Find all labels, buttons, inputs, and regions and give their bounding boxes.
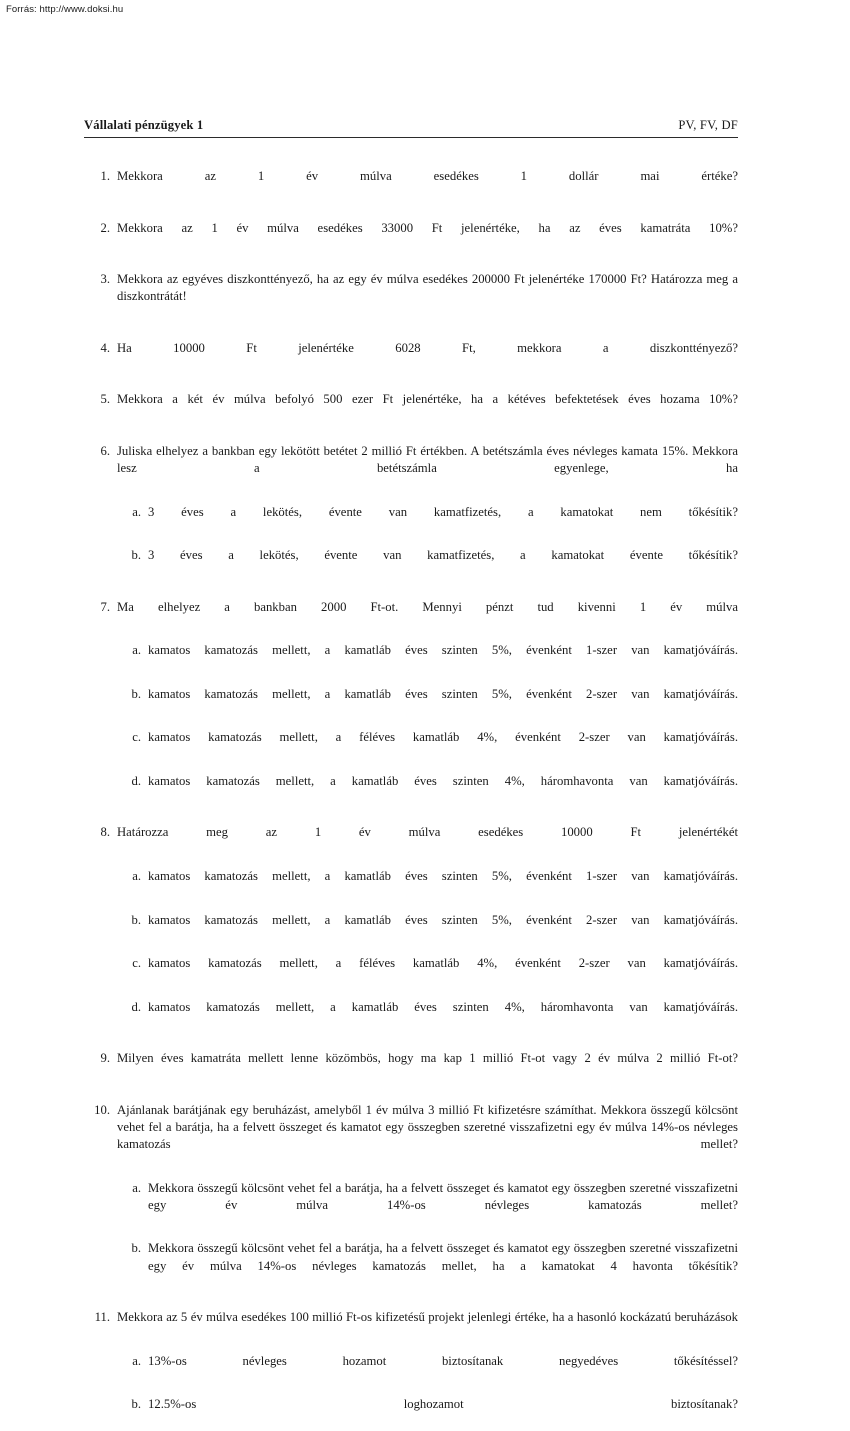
exercise-subitem xyxy=(117,868,738,903)
exercise-subitem xyxy=(117,642,738,677)
exercise-text: Mekkora az 1 év múlva esedékes 1 dollár mai értéke? xyxy=(117,169,738,183)
exercise-text: Juliska elhelyez a bankban egy lekötött betétet 2 millió Ft értékben. A betétszámla éves névleges kamata 15%. Mekkora lesz a betétszámla egyenlege, ha xyxy=(117,443,738,476)
page-title: Vállalati pénzügyek 1 xyxy=(84,118,204,132)
exercise-number: 8. xyxy=(100,825,110,840)
exercise-text: Mekkora az 5 év múlva esedékes 100 millió Ft-os kifizetésű projekt jelenlegi értéke, ha a hasonló kockázatú beruházások xyxy=(117,1310,738,1325)
exercise-sublist xyxy=(117,504,738,582)
exercise-subitem-letter: a. xyxy=(132,868,141,883)
exercise-number: 2. xyxy=(100,220,110,235)
exercise-subitem-text: Mekkora összegű kölcsönt vehet fel a barátja, ha a felvett összeget és kamatot egy összegben szeretné visszafizetni egy év múlva 14%-os névleges kamatozás mellet, ha a kamatokat 4 havonta tőkésítik? xyxy=(148,1241,738,1273)
exercise-item xyxy=(84,391,738,426)
exercise-item xyxy=(84,824,738,1033)
exercise-text: Mekkora a két év múlva befolyó 500 ezer Ft jelenértéke, ha a kétéves befektetések éves hozama 10%? xyxy=(117,392,738,407)
exercise-number: 4. xyxy=(100,340,110,355)
exercise-subitem-letter: b. xyxy=(131,548,141,563)
exercise-subitem-letter: b. xyxy=(131,912,141,927)
exercise-subitem-text: kamatos kamatozás mellett, a kamatláb éves szinten 4%, háromhavonta van kamatjóváírás. xyxy=(148,999,738,1014)
exercise-subitem-text: kamatos kamatozás mellett, a féléves kamatláb 4%, évenként 2-szer van kamatjóváírás. xyxy=(148,956,738,971)
exercise-subitem-letter: d. xyxy=(131,773,141,788)
exercise-text: Határozza meg az 1 év múlva esedékes 10000 Ft jelenértékét xyxy=(117,825,738,840)
running-head xyxy=(84,118,738,138)
exercise-subitem-letter: a. xyxy=(132,1180,141,1195)
exercise-subitem-text: Mekkora összegű kölcsönt vehet fel a barátja, ha a felvett összeget és kamatot egy összegben szeretné visszafizetni egy év múlva 14%-os névleges kamatozás mellet? xyxy=(148,1180,738,1212)
exercise-subitem xyxy=(117,1180,738,1232)
exercise-text: Milyen éves kamatráta mellett lenne közömbös, hogy ma kap 1 millió Ft-ot vagy 2 év múlva 2 millió Ft-ot? xyxy=(117,1051,738,1066)
exercise-subitem-letter: b. xyxy=(131,1241,141,1256)
exercise-subitem xyxy=(117,1396,738,1431)
exercise-subitem xyxy=(117,955,738,990)
exercise-subitem-text: kamatos kamatozás mellett, a féléves kamatláb 4%, évenként 2-szer van kamatjóváírás. xyxy=(148,730,738,745)
exercise-subitem-text: 13%-os névleges hozamot biztosítanak negyedéves tőkésítéssel? xyxy=(148,1353,738,1368)
exercise-subitem xyxy=(117,1240,738,1292)
exercise-item xyxy=(84,1309,738,1431)
exercise-number: 6. xyxy=(100,443,110,458)
exercise-subitem xyxy=(117,504,738,539)
exercise-text: Mekkora az egyéves diszkonttényező, ha az egy év múlva esedékes 200000 Ft jelenértéke 170000 Ft? Határozza meg a diszkontrátát! xyxy=(117,272,738,304)
exercise-item xyxy=(84,340,738,375)
exercise-subitem-text: kamatos kamatozás mellett, a kamatláb éves szinten 5%, évenként 1-szer van kamatjóváírás. xyxy=(148,868,738,883)
exercise-item xyxy=(84,271,738,323)
exercise-subitem-letter: a. xyxy=(132,1353,141,1368)
exercise-sublist xyxy=(117,642,738,807)
exercise-item xyxy=(84,599,738,808)
exercise-subitem-letter: b. xyxy=(131,686,141,701)
exercise-text: Ma elhelyez a bankban 2000 Ft-ot. Mennyi pénzt tud kivenni 1 év múlva xyxy=(117,599,738,614)
exercise-number: 1. xyxy=(100,169,110,183)
exercise-item xyxy=(84,1102,738,1293)
exercise-subitem-text: kamatos kamatozás mellett, a kamatláb éves szinten 5%, évenként 2-szer van kamatjóváírás. xyxy=(148,686,738,701)
exercise-subitem-letter: a. xyxy=(132,504,141,519)
exercise-item xyxy=(84,1050,738,1085)
exercise-list xyxy=(84,168,738,1431)
exercise-sublist xyxy=(117,868,738,1033)
exercise-text: Ajánlanak barátjának egy beruházást, amelyből 1 év múlva 3 millió Ft kifizetésre számíthat. Mekkora összegű kölcsönt vehet fel a barátja, ha a felvett összeget és kamatot egy összegben szeretné visszafizetni egy év múlva 14%-os névleges kamatozás mellet? xyxy=(117,1102,738,1152)
exercise-subitem-text: kamatos kamatozás mellett, a kamatláb éves szinten 4%, háromhavonta van kamatjóváírás. xyxy=(148,773,738,788)
exercise-number: 5. xyxy=(100,392,110,407)
exercise-subitem-text: kamatos kamatozás mellett, a kamatláb éves szinten 5%, évenként 2-szer van kamatjóváírás. xyxy=(148,912,738,927)
exercise-number: 10. xyxy=(94,1102,110,1117)
exercise-subitem xyxy=(117,912,738,947)
exercise-subitem xyxy=(117,547,738,582)
exercise-subitem-letter: c. xyxy=(132,730,141,745)
exercise-sublist xyxy=(117,1180,738,1293)
exercise-number: 3. xyxy=(100,272,110,287)
source-watermark: Forrás: http://www.doksi.hu xyxy=(6,4,124,15)
exercise-item xyxy=(84,443,738,582)
exercise-subitem-text: 3 éves a lekötés, évente van kamatfizetés, a kamatokat évente tőkésítik? xyxy=(148,548,738,563)
exercise-subitem xyxy=(117,729,738,764)
exercise-text: Ha 10000 Ft jelenértéke 6028 Ft, mekkora a diszkonttényező? xyxy=(117,340,738,355)
exercise-text: Mekkora az 1 év múlva esedékes 33000 Ft jelenértéke, ha az éves kamatráta 10%? xyxy=(117,220,738,235)
exercise-subitem-letter: a. xyxy=(132,643,141,658)
exercise-subitem-text: 3 éves a lekötés, évente van kamatfizetés, a kamatokat nem tőkésítik? xyxy=(148,504,738,519)
exercise-number: 9. xyxy=(100,1051,110,1066)
exercise-subitem-letter: c. xyxy=(132,956,141,971)
exercise-subitem xyxy=(117,999,738,1034)
exercise-subitem-text: 12.5%-os loghozamot biztosítanak? xyxy=(148,1397,738,1412)
exercise-subitem xyxy=(117,686,738,721)
exercise-sublist xyxy=(117,1353,738,1431)
exercise-subitem-text: kamatos kamatozás mellett, a kamatláb éves szinten 5%, évenként 1-szer van kamatjóváírás. xyxy=(148,643,738,658)
exercise-subitem-letter: b. xyxy=(131,1397,141,1412)
document-page xyxy=(84,118,738,1431)
exercise-item xyxy=(84,168,738,203)
exercise-subitem xyxy=(117,1353,738,1388)
exercise-subitem-letter: d. xyxy=(131,999,141,1014)
exercise-item xyxy=(84,220,738,255)
running-head-topic: PV, FV, DF xyxy=(678,118,738,132)
exercise-number: 7. xyxy=(100,599,110,614)
exercise-subitem xyxy=(117,773,738,808)
exercise-number: 11. xyxy=(94,1310,110,1325)
